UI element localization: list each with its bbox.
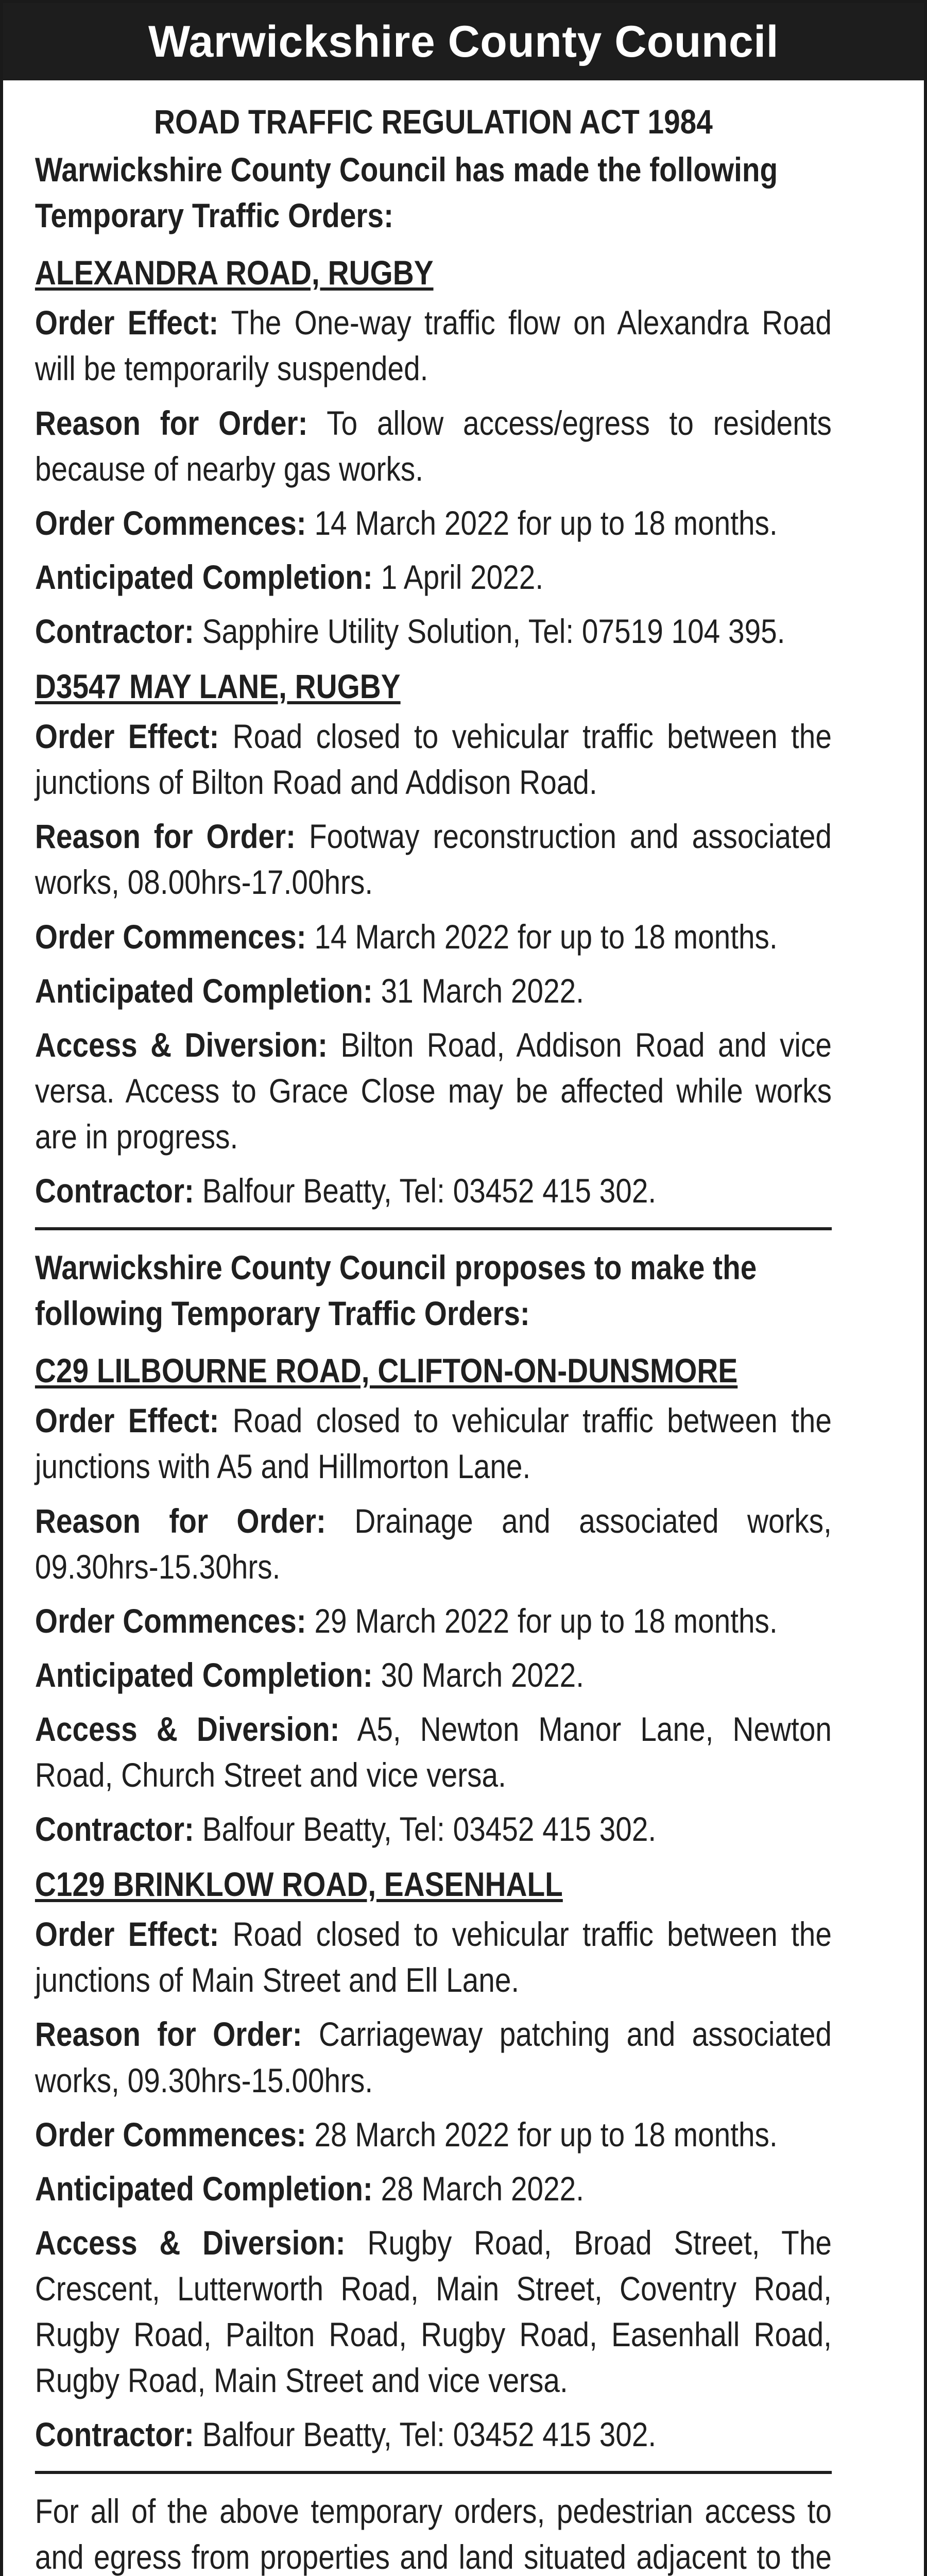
field-label: Order Commences: [35,503,306,542]
access-and-diversion [35,2220,832,2403]
order-effect [35,714,832,805]
order-commences [35,500,832,546]
made-orders [35,250,832,1214]
field-value: Road closed to vehicular traffic between the junctions of Main Street and Ell Lane. [35,1915,832,1999]
field-label: Contractor: [35,2415,194,2454]
anticipated-completion [35,554,832,600]
contractor [35,1806,832,1852]
section-divider [35,2471,832,2474]
field-value: Rugby Road, Broad Street, The Crescent, Lutterworth Road, Main Street, Coventry Road, Rugby Road, Pailton Road, Rugby Road, Easenhall Road, Rugby Road, Main Street and vice versa. [35,2223,832,2400]
field-label: Access & Diversion: [35,1709,340,1748]
reason-for-order [35,814,832,905]
field-value: 29 March 2022 for up to 18 months. [314,1601,778,1640]
field-value: The One-way traffic flow on Alexandra Road will be temporarily suspended. [35,303,832,388]
field-label: Order Effect: [35,1915,219,1954]
field-label: Reason for Order: [35,403,308,442]
field-value: To allow access/egress to residents because of nearby gas works. [35,403,832,488]
proposed-orders [35,1348,832,2458]
field-label: Order Effect: [35,1401,219,1440]
order-heading: C29 LILBOURNE ROAD, CLIFTON-ON-DUNSMORE [35,1351,738,1390]
field-label: Order Commences: [35,1601,306,1640]
order-effect [35,1398,832,1489]
order-heading: D3547 MAY LANE, RUGBY [35,667,401,706]
field-label: Contractor: [35,612,194,650]
anticipated-completion [35,1652,832,1698]
field-value: 28 March 2022. [381,2169,584,2208]
field-value: A5, Newton Manor Lane, Newton Road, Church Street and vice versa. [35,1709,832,1794]
field-label: Anticipated Completion: [35,2169,373,2208]
field-value: Balfour Beatty, Tel: 03452 415 302. [202,1171,657,1210]
field-value: 14 March 2022 for up to 18 months. [314,917,778,956]
field-label: Order Effect: [35,717,219,756]
order-effect [35,300,832,392]
section-divider [35,1227,832,1230]
field-label: Reason for Order: [35,817,296,856]
anticipated-completion [35,968,832,1014]
act-title: ROAD TRAFFIC REGULATION ACT 1984 [154,103,713,141]
order-heading: ALEXANDRA ROAD, RUGBY [35,253,434,292]
field-value: Drainage and associated works, 09.30hrs-15.30hrs. [35,1501,832,1586]
proposed-orders-intro: Warwickshire County Council proposes to make the following Temporary Traffic Orders: [35,1248,757,1333]
access-and-diversion [35,1706,832,1798]
field-value: Road closed to vehicular traffic between the junctions with A5 and Hillmorton Lane. [35,1401,832,1486]
order-commences [35,914,832,960]
order-alexandra-road [35,250,832,654]
field-value: 1 April 2022. [381,557,544,596]
masthead-title: Warwickshire County Council [3,3,924,80]
field-label: Order Commences: [35,917,306,956]
field-label: Anticipated Completion: [35,971,373,1010]
order-may-lane [35,664,832,1214]
order-lilbourne-road [35,1348,832,1852]
anticipated-completion [35,2166,832,2212]
field-value: 14 March 2022 for up to 18 months. [314,503,778,542]
field-value: Sapphire Utility Solution, Tel: 07519 104 395. [202,612,785,650]
field-label: Access & Diversion: [35,2223,346,2262]
field-label: Contractor: [35,1171,194,1210]
order-commences [35,2112,832,2158]
made-orders-intro: Warwickshire County Council has made the following Temporary Traffic Orders: [35,150,778,235]
order-heading: C129 BRINKLOW ROAD, EASENHALL [35,1865,563,1904]
order-brinklow-road [35,1861,832,2458]
notice-body [3,80,860,2576]
field-value: 28 March 2022 for up to 18 months. [314,2115,778,2154]
field-label: Access & Diversion: [35,1025,328,1064]
field-label: Contractor: [35,1810,194,1849]
field-label: Order Effect: [35,303,219,342]
field-value: 30 March 2022. [381,1655,584,1694]
field-label: Order Commences: [35,2115,306,2154]
contractor [35,2412,832,2458]
order-commences [35,1598,832,1644]
reason-for-order [35,1498,832,1590]
field-value: Balfour Beatty, Tel: 03452 415 302. [202,2415,657,2454]
field-label: Reason for Order: [35,1501,326,1540]
field-value: Footway reconstruction and associated works, 08.00hrs-17.00hrs. [35,817,832,902]
field-label: Reason for Order: [35,2015,302,2054]
pedestrian-access-note: For all of the above temporary orders, pedestrian access to and egress from properties and land situated adjacent to the [35,2492,832,2576]
field-value: Road closed to vehicular traffic between the junctions of Bilton Road and Addison Road. [35,717,832,802]
field-value: Carriageway patching and associated works, 09.30hrs-15.00hrs. [35,2015,832,2099]
field-label: Anticipated Completion: [35,1655,373,1694]
contractor [35,1168,832,1214]
field-value: Balfour Beatty, Tel: 03452 415 302. [202,1810,657,1849]
reason-for-order [35,400,832,492]
access-and-diversion [35,1022,832,1160]
order-effect [35,1911,832,2003]
field-value: 31 March 2022. [381,971,584,1010]
reason-for-order [35,2011,832,2103]
field-label: Anticipated Completion: [35,557,373,596]
contractor [35,608,832,654]
field-value: Bilton Road, Addison Road and vice versa. Access to Grace Close may be affected while works are in progress. [35,1025,832,1156]
